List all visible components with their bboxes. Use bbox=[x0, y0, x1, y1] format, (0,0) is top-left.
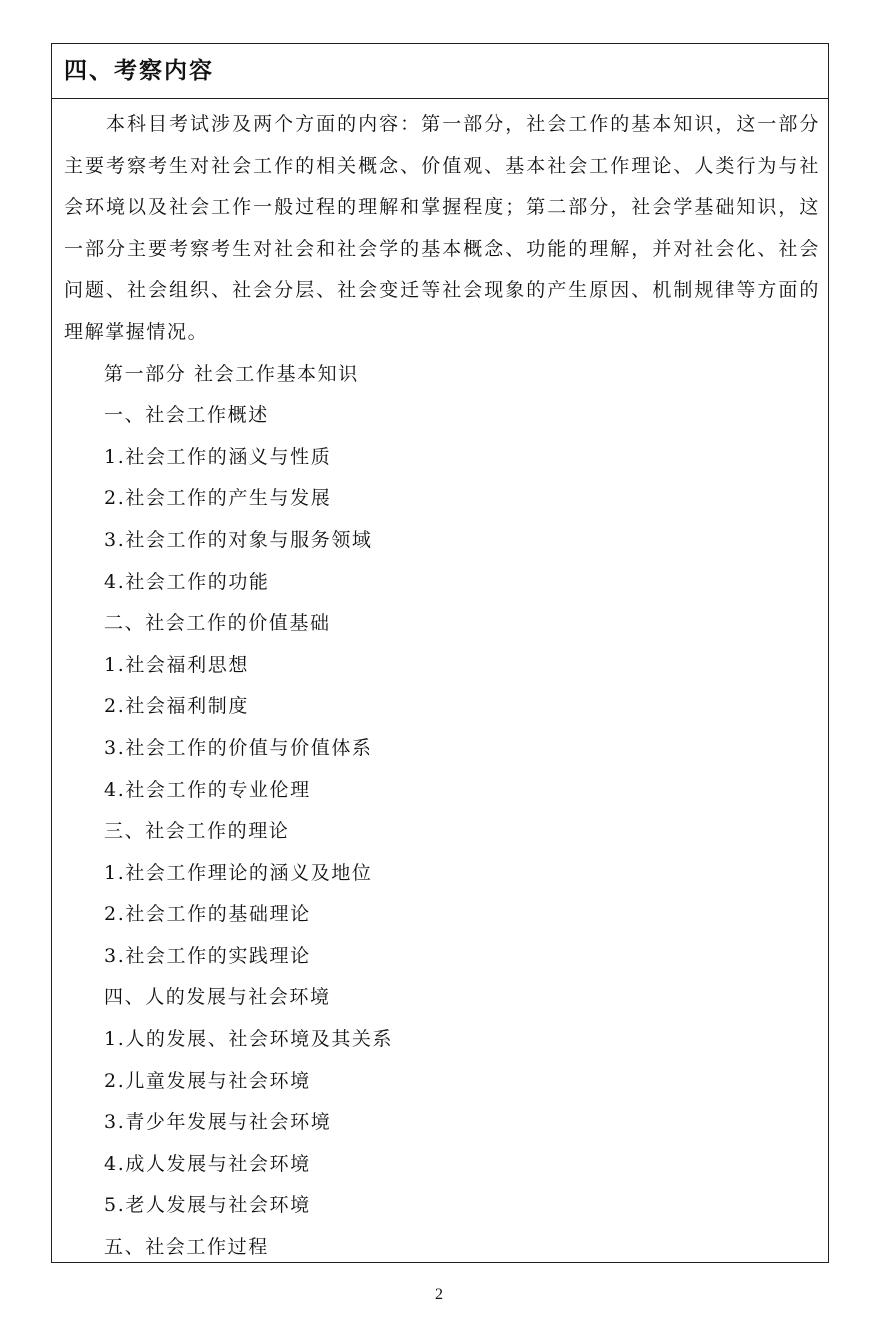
outline-item: 2.社会福利制度 bbox=[104, 695, 249, 718]
outline-item: 3.社会工作的价值与价值体系 bbox=[104, 736, 373, 759]
table-header-cell bbox=[52, 44, 828, 99]
section-title: 四、考察内容 bbox=[64, 58, 214, 84]
outline-item: 4.社会工作的功能 bbox=[104, 570, 270, 593]
outline-item: 4.社会工作的专业伦理 bbox=[104, 778, 311, 801]
outline-list bbox=[64, 354, 820, 1269]
outline-chapter-heading: 二、社会工作的价值基础 bbox=[104, 612, 331, 635]
outline-item: 3.社会工作的实践理论 bbox=[104, 944, 311, 967]
outline-item: 3.社会工作的对象与服务领域 bbox=[104, 528, 373, 551]
outline-chapter-heading: 四、人的发展与社会环境 bbox=[104, 986, 331, 1009]
outline-item: 5.老人发展与社会环境 bbox=[104, 1194, 311, 1217]
outline-chapter-heading: 一、社会工作概述 bbox=[104, 404, 269, 427]
outline-item: 3.青少年发展与社会环境 bbox=[104, 1111, 332, 1134]
outline-item: 2.社会工作的基础理论 bbox=[104, 903, 311, 926]
outline-chapter-heading: 五、社会工作过程 bbox=[104, 1236, 269, 1259]
page-number: 2 bbox=[435, 1286, 443, 1303]
outline-part-heading: 第一部分 社会工作基本知识 bbox=[104, 362, 359, 385]
outline-item: 1.人的发展、社会环境及其关系 bbox=[104, 1028, 394, 1051]
outline-chapter-heading: 三、社会工作的理论 bbox=[104, 820, 290, 843]
content-table bbox=[51, 43, 829, 1263]
outline-item: 1.社会工作的涵义与性质 bbox=[104, 445, 332, 468]
outline-item: 1.社会福利思想 bbox=[104, 653, 249, 676]
outline-item: 1.社会工作理论的涵义及地位 bbox=[104, 861, 373, 884]
intro-paragraph: 本科目考试涉及两个方面的内容：第一部分，社会工作的基本知识，这一部分主要考察考生对社会工作的相关概念、价值观、基本社会工作理论、人类行为与社会环境以及社会工作一般过程的理解和掌握程度；第二部分，社会学基础知识，这一部分主要考察考生对社会和社会学的基本概念、功能的理解，并对社会化、社会问题、社会组织、社会分层、社会变迁等社会现象的产生原因、机制规律等方面的理解掌握情况。 bbox=[64, 113, 820, 343]
outline-item: 2.社会工作的产生与发展 bbox=[104, 487, 332, 510]
table-body-cell bbox=[64, 104, 820, 1269]
outline-item: 4.成人发展与社会环境 bbox=[104, 1152, 311, 1175]
outline-item: 2.儿童发展与社会环境 bbox=[104, 1069, 311, 1092]
